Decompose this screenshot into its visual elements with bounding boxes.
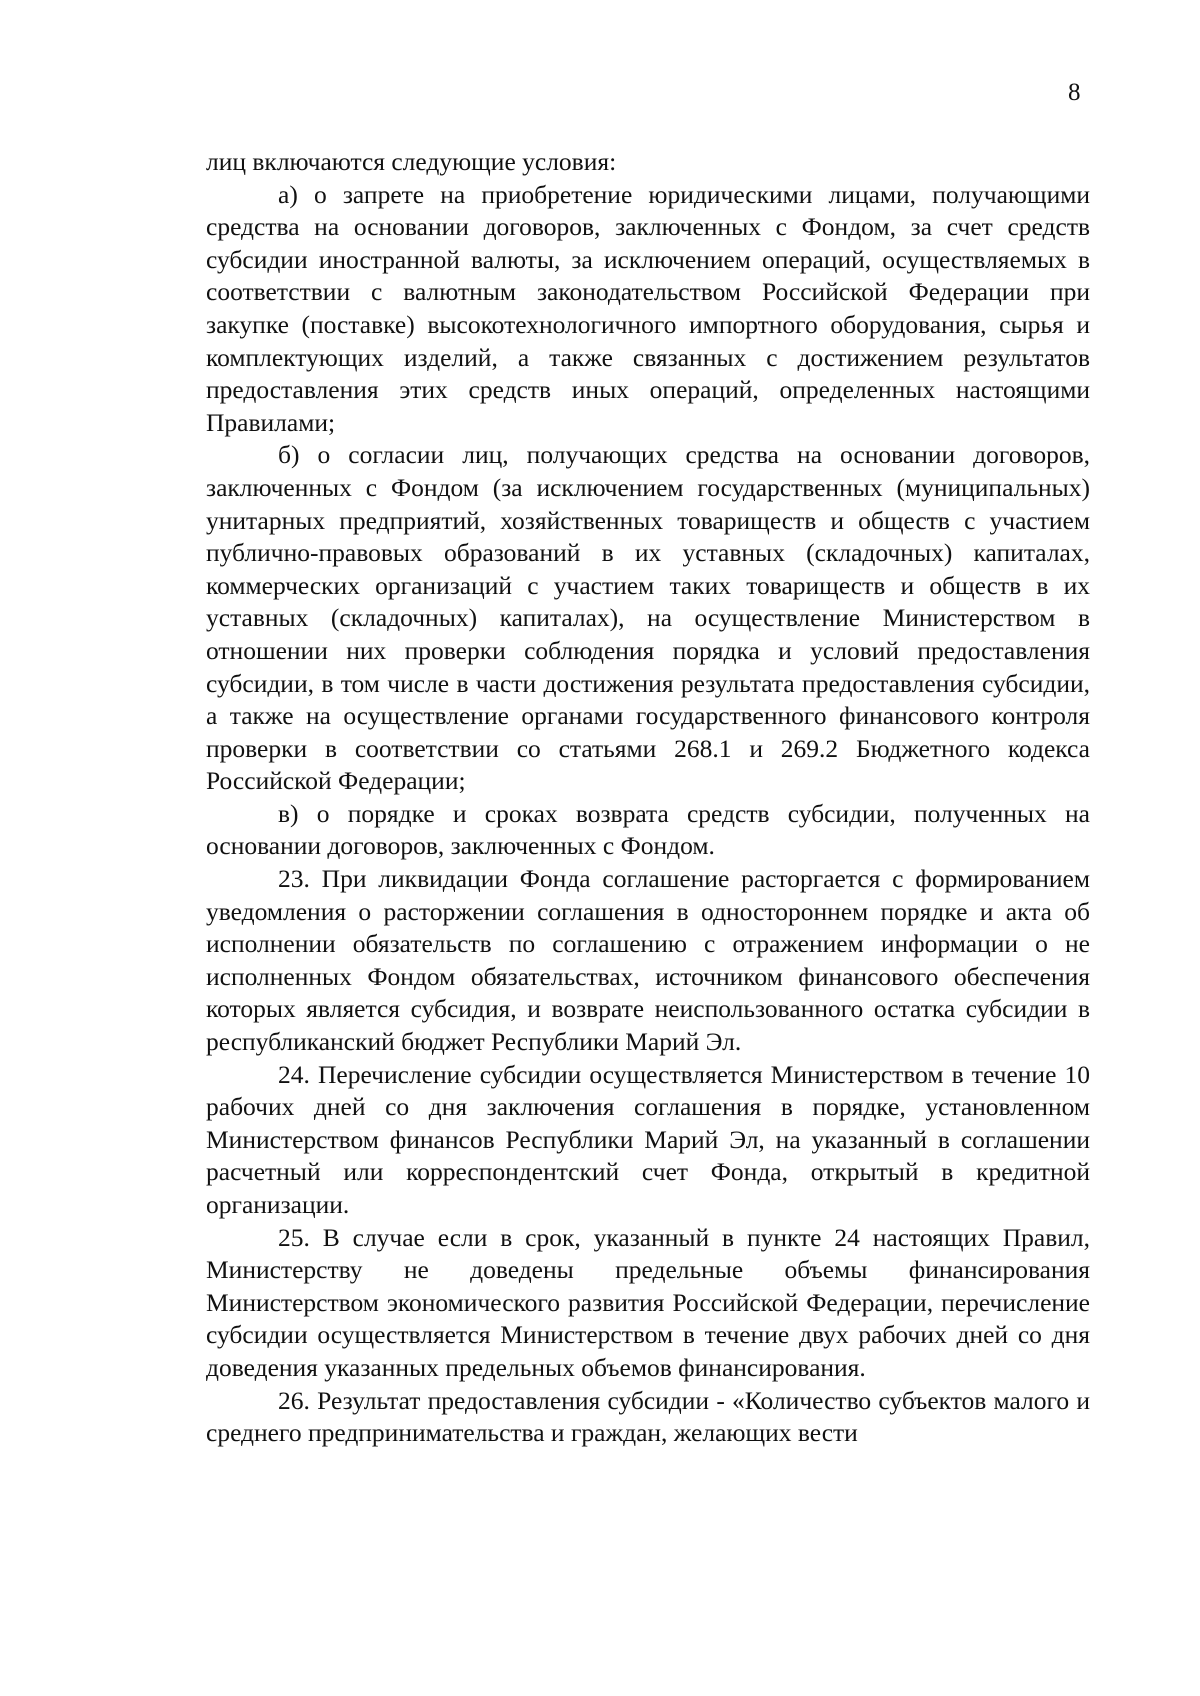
page-number: 8 (1068, 79, 1081, 106)
paragraph-item-23: 23. При ликвидации Фонда соглашение расторгается с формированием уведомления о расторжении соглашения в одностороннем порядке и акта об исполнении обязательств по соглашению с отражением информации о не исполненных Фондом обязательствах, источником финансового обеспечения которых является субсидия, и возврате неиспользованного остатка субсидии в республиканский бюджет Республики Марий Эл. (206, 864, 1090, 1057)
paragraph-condition-b: б) о согласии лиц, получающих средства на основании договоров, заключенных с Фондом (за исключением государственных (муниципальных) унитарных предприятий, хозяйственных товариществ и обществ с участием публично-правовых образований в их уставных (складочных) капиталах, коммерческих организаций с участием таких товариществ и обществ в их уставных (складочных) капиталах), на осуществление Министерством в отношении них проверки соблюдения порядка и условий предоставления субсидии, в том числе в части достижения результата предоставления субсидии, а также на осуществление органами государственного финансового контроля проверки в соответствии со статьями 268.1 и 269.2 Бюджетного кодекса Российской Федерации; (206, 440, 1090, 796)
paragraph-condition-a: а) о запрете на приобретение юридическими лицами, получающими средства на основании договоров, заключенных с Фондом, за счет средств субсидии иностранной валюты, за исключением операций, осуществляемых в соответствии с валютным законодательством Российской Федерации при закупке (поставке) высокотехнологичного импортного оборудования, сырья и комплектующих изделий, а также связанных с достижением результатов предоставления этих средств иных операций, определенных настоящими Правилами; (206, 179, 1090, 437)
paragraph-item-25: 25. В случае если в срок, указанный в пункте 24 настоящих Правил, Министерству не доведены предельные объемы финансирования Министерством экономического развития Российской Федерации, перечисление субсидии осуществляется Министерством в течение двух рабочих дней со дня доведения указанных предельных объемов финансирования. (206, 1222, 1090, 1382)
paragraph-condition-v: в) о порядке и сроках возврата средств субсидии, полученных на основании договоров, заключенных с Фондом. (206, 798, 1090, 861)
paragraph-item-26: 26. Результат предоставления субсидии - «Количество субъектов малого и среднего предпринимательства и граждан, желающих вести (206, 1385, 1090, 1448)
document-body (206, 146, 1090, 1450)
paragraph-item-24: 24. Перечисление субсидии осуществляется Министерством в течение 10 рабочих дней со дня заключения соглашения в порядке, установленном Министерством финансов Республики Марий Эл, на указанный в соглашении расчетный или корреспондентский счет Фонда, открытый в кредитной организации. (206, 1059, 1090, 1219)
paragraph-continuation: лиц включаются следующие условия: (206, 147, 617, 176)
